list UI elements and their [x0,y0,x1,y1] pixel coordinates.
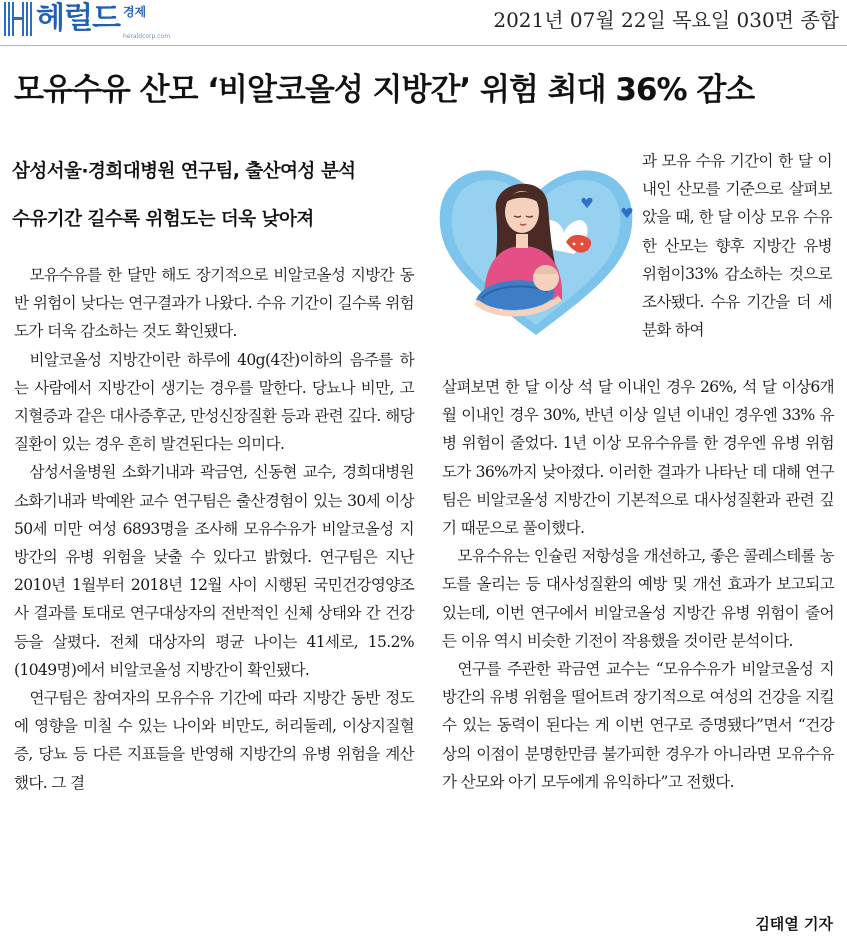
body-paragraph-continued: 과 모유 수유 기간이 한 달 이내인 산모를 기준으로 살펴보았을 때, 한 달 이상 모유 수유한 산모는 향후 지방간 유병 위험이33% 감소하는 것으로 조사됐다. 수유 기간을 더 세분화 하여 [642,152,832,340]
subheadline-2: 수유기간 길수록 위험도는 더욱 낮아져 [12,209,314,230]
byline: 김태열 기자 [755,915,833,933]
body-paragraph: 비알코올성 지방간이란 하루에 40g(4잔)이하의 음주를 하는 사람에서 지방간이 생기는 경우를 말한다. 당뇨나 비만, 고지혈증과 같은 대사증후군, 만성신장질환 등과 관련 깊다. 해당 질환이 있는 경우 흔히 발견된다는 의미다. [14,350,414,454]
logo-name: 헤럴드 [36,1,120,36]
body-paragraph: 연구팀은 참여자의 모유수유 기간에 따라 지방간 동반 정도에 영향을 미칠 수 있는 나이와 비만도, 허리둘레, 이상지질혈증, 당뇨 등 다른 지표들을 반영해 지방간의 유병 위험을 계산했다. 그 결 [14,689,414,792]
headline: 모유수유 산모 ‘비알코올성 지방간’ 위험 최대 36% 감소 [14,72,755,108]
dateline: 2021년 07월 22일 목요일 030면 종합 [493,8,839,32]
masthead-divider [0,45,847,46]
article-left-column [14,261,414,797]
body-paragraph-continued: 살펴보면 한 달 이상 석 달 이내인 경우 26%, 석 달 이상6개월 이내인 경우 30%, 반년 이상 일년 이내인 경우엔 33% 유병 위험이 줄었다. 1년 이상 모유수유를 한 경우엔 유병 위험도가 36%까지 낮아졌다. 이러한 결과가 나타난 데 대해 연구팀은 비알코올성 지방간이 기본적으로 대사성질환과 관련 깊기 때문으로 풀이했다. [442,378,834,538]
article-right-lower-column [442,373,834,796]
herald-logo [4,2,170,40]
body-paragraph: 모유수유는 인슐린 저항성을 개선하고, 좋은 콜레스테롤 농도를 올리는 등 대사성질환의 예방 및 개선 효과가 보고되고 있는데, 이번 연구에서 비알코올성 지방간 유병 위험이 줄어든 이유 역시 비슷한 기전이 작용했을 것이란 분석이다. [442,547,834,650]
article-right-upper-column [642,147,832,344]
body-paragraph: 연구를 주관한 곽금연 교수는 “모유수유가 비알코올성 지방간의 유병 위험을 떨어트려 장기적으로 여성의 건강을 지킬 수 있는 동력이 된다는 게 이번 연구로 증명됐다”면서 “건강상의 이점이 분명한만큼 불가피한 경우가 아니라면 모유수유가 산모와 아기 모두에게 유익하다”고 전했다. [442,660,834,791]
logo-sub: 경제 [122,5,147,19]
body-paragraph: 삼성서울병원 소화기내과 곽금연, 신동현 교수, 경희대병원 소화기내과 박예완 교수 연구팀은 출산경험이 있는 30세 이상 50세 미만 여성 6893명을 조사해 모유수유가 비알코올성 지방간의 유병 위험을 낮출 수 있다고 밝혔다. 연구팀은 지난 2010년 1월부터 2018년 12월 사이 시행된 국민건강영양조사 결과를 토대로 연구대상자의 전반적인 신체 상태와 간 건강 등을 살폈다. 전체 대상자의 평균 나이는 41세로, 15.2%(1049명)에서 비알코올성 지방간이 확인됐다. [14,463,414,679]
logo-url: heraldcorp.com [122,33,171,40]
herald-logo-mark [4,2,32,36]
masthead [0,0,847,44]
breastfeeding-illustration [436,150,636,340]
body-paragraph: 모유수유를 한 달만 해도 장기적으로 비알코올성 지방간 동반 위험이 낮다는 연구결과가 나왔다. 수유 기간이 길수록 위험도가 더욱 감소하는 것도 확인됐다. [14,266,414,341]
subheadline-1: 삼성서울·경희대병원 연구팀, 출산여성 분석 [12,161,356,182]
